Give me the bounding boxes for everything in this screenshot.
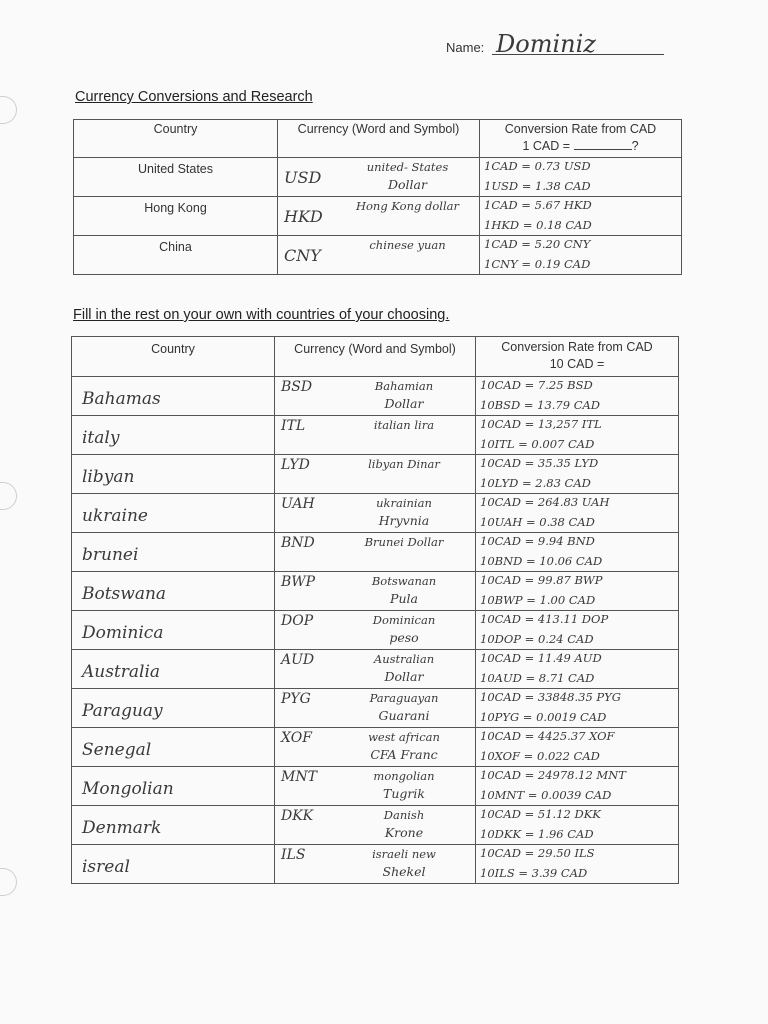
conversion-rate-line1: 10CAD = 4425.37 XOF — [480, 729, 615, 743]
currency-symbol: CNY — [284, 246, 321, 265]
country-name: Mongolian — [82, 779, 174, 799]
conversion-cell — [476, 650, 679, 689]
conversion-rate-line1: 10CAD = 51.12 DKK — [480, 807, 601, 821]
currency-symbol: LYD — [281, 457, 310, 473]
header-conversion — [480, 120, 682, 158]
table-row — [72, 689, 679, 728]
country-name: Hong Kong — [144, 201, 207, 215]
conversion-rate-line2: 10BSD = 13.79 CAD — [480, 398, 601, 412]
country-cell — [74, 197, 278, 236]
currency-name-line2: Dollar — [388, 177, 427, 192]
currency-cell — [275, 845, 476, 884]
currency-name-line1: chinese yuan — [369, 238, 446, 252]
country-name: Senegal — [82, 740, 152, 760]
currency-name-line1: Dominican — [372, 613, 436, 627]
conversion-rate-line2: 10UAH = 0.38 CAD — [480, 515, 595, 529]
country-name: isreal — [82, 857, 130, 877]
currency-symbol: BSD — [281, 379, 313, 395]
currency-name-line2: Krone — [384, 825, 424, 840]
conversion-cell — [476, 494, 679, 533]
country-name: Denmark — [82, 818, 162, 838]
currency-name-line2: Dollar — [384, 396, 424, 411]
currency-name-line2: CFA Franc — [370, 747, 438, 762]
conversion-rate-line2: 10ILS = 3.39 CAD — [480, 866, 588, 880]
conversion-rate-line1: 10CAD = 7.25 BSD — [480, 378, 593, 392]
conversion-rate-line2: 1CNY = 0.19 CAD — [484, 257, 591, 271]
currency-name-line2: peso — [389, 630, 419, 645]
country-cell — [72, 845, 275, 884]
currency-symbol: XOF — [281, 730, 312, 746]
conversion-cell — [476, 806, 679, 845]
country-name: China — [159, 240, 192, 254]
country-cell — [72, 728, 275, 767]
currency-name-line2: Pula — [390, 591, 418, 606]
currency-name-line2: Hryvnia — [378, 513, 430, 528]
header-currency: Currency (Word and Symbol) — [275, 337, 476, 377]
country-cell — [72, 455, 275, 494]
country-name: libyan — [82, 467, 135, 487]
conversion-cell — [476, 572, 679, 611]
conversion-rate-line1: 1CAD = 5.20 CNY — [484, 237, 591, 251]
binder-hole-top — [0, 96, 17, 124]
conversion-rate-line2: 1USD = 1.38 CAD — [484, 179, 591, 193]
conversion-cell — [476, 611, 679, 650]
currency-cell — [278, 236, 480, 275]
conversion-rate-line2: 10AUD = 8.71 CAD — [480, 671, 595, 685]
conversion-rate-line1: 10CAD = 9.94 BND — [480, 534, 595, 548]
header-conversion-suffix: ? — [631, 139, 639, 153]
currency-cell — [275, 728, 476, 767]
conversion-rate-line1: 1CAD = 0.73 USD — [484, 159, 591, 173]
country-name: Paraguay — [82, 701, 163, 721]
currency-cell — [275, 533, 476, 572]
conversion-cell — [476, 416, 679, 455]
table2-header-row — [72, 337, 679, 377]
country-cell — [72, 806, 275, 845]
currency-name-line1: Paraguayan — [369, 691, 439, 705]
table-row — [72, 377, 679, 416]
currency-name-line2: Tugrik — [383, 786, 425, 801]
currency-cell — [275, 377, 476, 416]
section1-title: Currency Conversions and Research — [75, 89, 313, 105]
currency-name-line1: israeli new — [372, 847, 436, 861]
conversion-rate-line1: 10CAD = 264.83 UAH — [480, 495, 610, 509]
table-row — [72, 845, 679, 884]
currency-cell — [275, 767, 476, 806]
currency-cell — [275, 650, 476, 689]
currency-symbol: ILS — [281, 847, 306, 863]
currency-name-line2: Guarani — [378, 708, 430, 723]
currency-name-line1: Botswanan — [371, 574, 437, 588]
conversion-cell — [476, 377, 679, 416]
table-row — [72, 455, 679, 494]
currency-symbol: BND — [281, 535, 315, 551]
header-conversion — [476, 337, 679, 377]
table-row — [72, 806, 679, 845]
binder-hole-middle — [0, 482, 17, 510]
currency-name-line1: italian lira — [373, 418, 435, 432]
currency-symbol: ITL — [281, 418, 306, 434]
currency-name-line1: Australian — [373, 652, 435, 666]
conversion-cell — [476, 767, 679, 806]
conversion-cell — [476, 728, 679, 767]
conversion-rate-line2: 10BND = 10.06 CAD — [480, 554, 603, 568]
table1-header-row — [74, 120, 682, 158]
currency-name-line1: mongolian — [373, 769, 435, 783]
name-field — [446, 30, 664, 60]
currency-symbol: BWP — [281, 574, 316, 590]
country-name: Bahamas — [82, 389, 161, 409]
currency-symbol: HKD — [284, 207, 323, 226]
name-label: Name: — [446, 40, 485, 55]
country-name: Dominica — [82, 623, 164, 643]
country-cell — [72, 572, 275, 611]
country-name: Botswana — [82, 584, 167, 604]
header-conversion-prefix: 1 CAD = — [522, 139, 571, 153]
country-cell — [74, 236, 278, 275]
conversion-rate-line2: 1HKD = 0.18 CAD — [484, 218, 592, 232]
table-row — [72, 728, 679, 767]
conversion-rate-line1: 10CAD = 13,257 ITL — [480, 417, 602, 431]
conversion-rate-line1: 10CAD = 35.35 LYD — [480, 456, 599, 470]
table-row — [74, 158, 682, 197]
country-name: Australia — [82, 662, 161, 682]
conversion-rate-line2: 10XOF = 0.022 CAD — [480, 749, 600, 763]
table-row — [72, 494, 679, 533]
currency-symbol: PYG — [281, 691, 311, 707]
table-row — [72, 572, 679, 611]
country-name: italy — [82, 428, 120, 448]
conversion-rate-line1: 10CAD = 413.11 DOP — [480, 612, 609, 626]
name-underline — [492, 54, 664, 55]
country-cell — [72, 416, 275, 455]
header-currency: Currency (Word and Symbol) — [278, 120, 480, 158]
conversion-cell — [480, 158, 682, 197]
currency-name-line1: Hong Kong dollar — [355, 199, 459, 213]
currency-name-line1: Bahamian — [374, 379, 434, 393]
conversion-rate-line1: 10CAD = 11.49 AUD — [480, 651, 602, 665]
conversion-rate-line1: 1CAD = 5.67 HKD — [484, 198, 592, 212]
conversion-rate-line1: 10CAD = 33848.35 PYG — [480, 690, 621, 704]
currency-table-2 — [71, 336, 679, 884]
country-cell — [72, 767, 275, 806]
binder-hole-bottom — [0, 868, 17, 896]
currency-cell — [275, 572, 476, 611]
currency-cell — [275, 689, 476, 728]
conversion-rate-line1: 10CAD = 99.87 BWP — [480, 573, 603, 587]
currency-symbol: USD — [284, 168, 322, 187]
header-conversion-line2: 10 CAD = — [549, 357, 605, 371]
country-cell — [72, 650, 275, 689]
currency-cell — [278, 158, 480, 197]
currency-name-line2: Shekel — [382, 864, 426, 879]
conversion-rate-line2: 10DKK = 1.96 CAD — [480, 827, 594, 841]
currency-name-line1: libyan Dinar — [368, 457, 440, 471]
currency-name-line1: ukrainian — [376, 496, 432, 510]
conversion-cell — [476, 845, 679, 884]
currency-cell — [275, 611, 476, 650]
conversion-rate-line2: 10PYG = 0.0019 CAD — [480, 710, 607, 724]
conversion-cell — [480, 197, 682, 236]
country-cell — [72, 494, 275, 533]
currency-symbol: MNT — [281, 769, 317, 785]
country-name: United States — [137, 162, 214, 176]
student-name: Dominiz — [496, 30, 596, 58]
currency-symbol: DKK — [281, 808, 314, 824]
country-name: ukraine — [82, 506, 148, 526]
currency-name-line1: Brunei Dollar — [364, 535, 444, 549]
conversion-cell — [476, 455, 679, 494]
currency-cell — [275, 455, 476, 494]
table-row — [72, 767, 679, 806]
currency-name-line1: united- States — [366, 160, 449, 174]
currency-name-line1: west african — [368, 730, 440, 744]
header-country: Country — [74, 120, 278, 158]
table-row — [72, 611, 679, 650]
table-row — [72, 533, 679, 572]
currency-name-line1: Danish — [383, 808, 425, 822]
answer-blank — [574, 139, 632, 150]
conversion-cell — [476, 533, 679, 572]
currency-name-line2: Dollar — [384, 669, 424, 684]
currency-cell — [275, 416, 476, 455]
currency-symbol: UAH — [281, 496, 315, 512]
conversion-rate-line1: 10CAD = 29.50 ILS — [480, 846, 595, 860]
table-row — [72, 650, 679, 689]
conversion-cell — [476, 689, 679, 728]
header-country: Country — [72, 337, 275, 377]
conversion-rate-line2: 10MNT = 0.0039 CAD — [480, 788, 612, 802]
section2-title: Fill in the rest on your own with countries of your choosing. — [73, 307, 450, 323]
currency-table-1 — [73, 119, 682, 275]
country-cell — [74, 158, 278, 197]
currency-symbol: DOP — [281, 613, 314, 629]
country-cell — [72, 611, 275, 650]
conversion-rate-line2: 10DOP = 0.24 CAD — [480, 632, 594, 646]
conversion-rate-line2: 10LYD = 2.83 CAD — [480, 476, 591, 490]
header-conversion-line2 — [480, 138, 681, 155]
country-name: brunei — [82, 545, 139, 565]
conversion-rate-line2: 10ITL = 0.007 CAD — [480, 437, 595, 451]
currency-cell — [278, 197, 480, 236]
country-cell — [72, 533, 275, 572]
country-cell — [72, 377, 275, 416]
conversion-cell — [480, 236, 682, 275]
table-row — [74, 236, 682, 275]
currency-cell — [275, 806, 476, 845]
table-row — [72, 416, 679, 455]
country-cell — [72, 689, 275, 728]
conversion-rate-line2: 10BWP = 1.00 CAD — [480, 593, 596, 607]
conversion-rate-line1: 10CAD = 24978.12 MNT — [480, 768, 626, 782]
table-row — [74, 197, 682, 236]
header-conversion-line1: Conversion Rate from CAD — [501, 340, 653, 354]
currency-cell — [275, 494, 476, 533]
currency-symbol: AUD — [281, 652, 315, 668]
header-conversion-line1: Conversion Rate from CAD — [504, 122, 657, 136]
